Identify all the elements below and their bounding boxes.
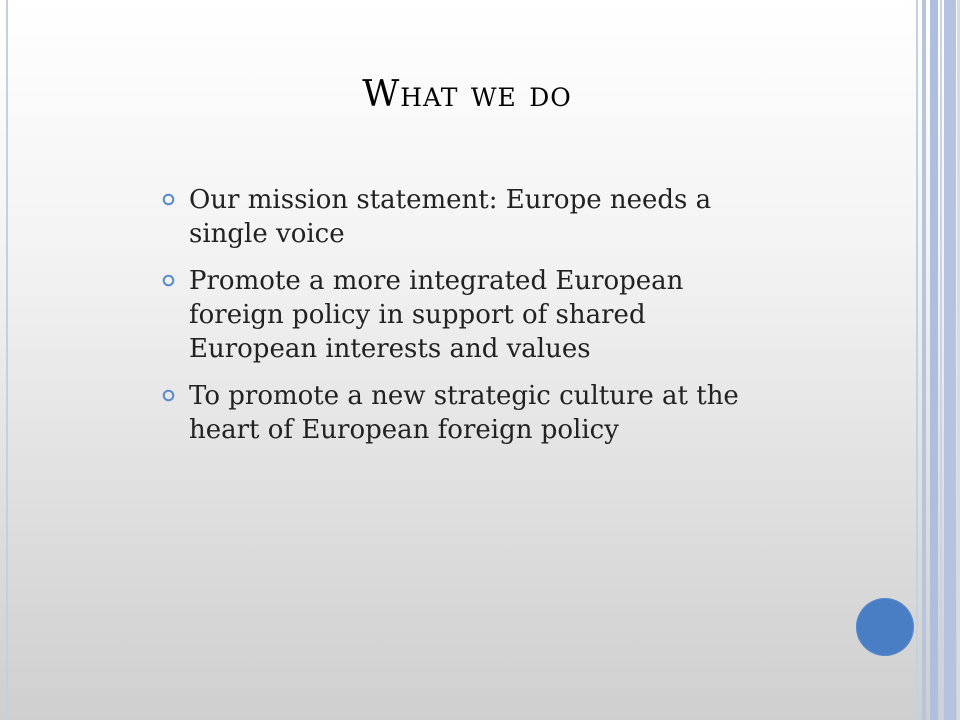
open-circle-bullet-icon [162,274,175,287]
right-border-line [940,0,942,720]
open-circle-bullet-icon [162,193,175,206]
right-border-line [944,0,956,720]
slide-title: What we do [362,74,572,115]
bullet-item [160,379,760,447]
bullet-item [160,264,760,366]
bullet-text: Our mission statement: Europe needs a single voice [189,185,712,249]
bullet-text: To promote a new strategic culture at the heart of European foreign policy [189,381,739,445]
open-circle-bullet-icon [162,389,175,402]
bullet-item [160,183,760,251]
blue-circle-icon [856,598,914,656]
bullet-text: Promote a more integrated European foreign policy in support of shared European interests and values [189,266,684,364]
bullet-list [160,183,760,460]
